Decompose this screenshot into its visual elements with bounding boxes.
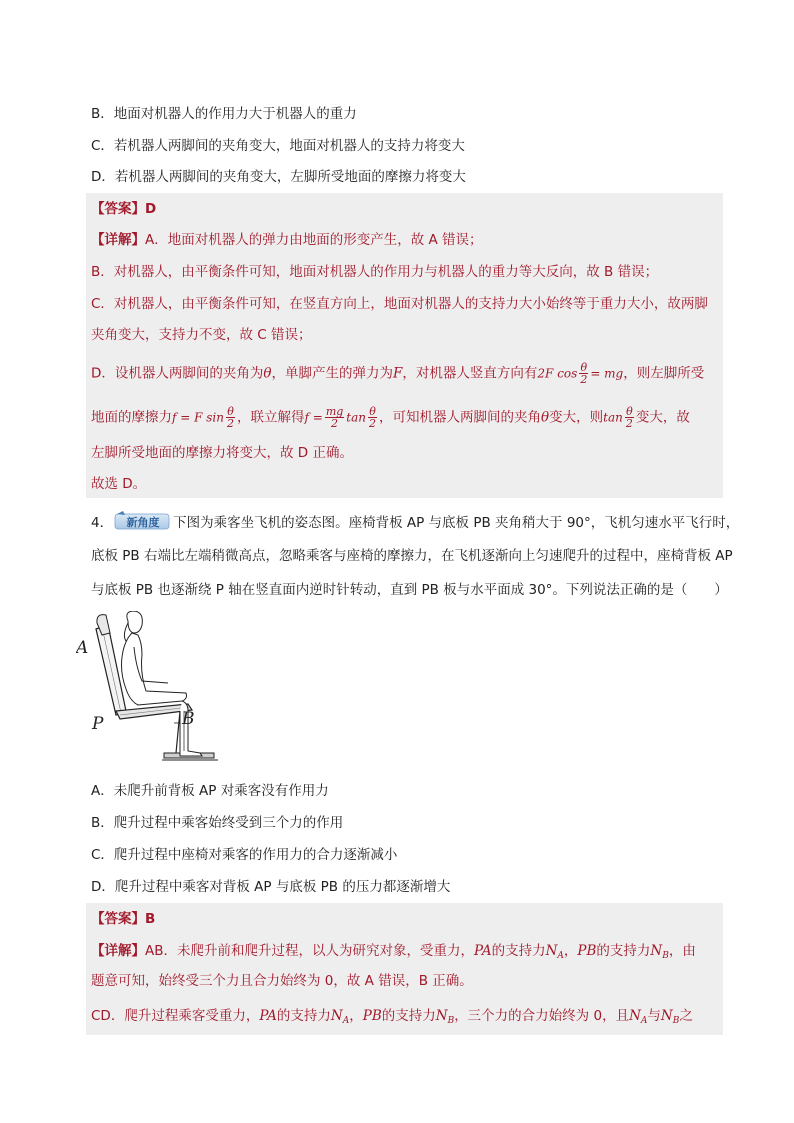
- new-angle-badge: [113, 511, 171, 531]
- fraction-mg-2: $\frac{mg}{2}$: [325, 405, 344, 430]
- equation-1-left: 2F cos: [537, 366, 578, 381]
- q3-detail-d2: [91, 406, 690, 429]
- detail-label: 【详解】: [91, 232, 145, 248]
- nb-symbol: $N_B$: [650, 943, 669, 961]
- text: ，对机器人竖直方向有: [402, 365, 538, 382]
- q4-stem-line-1: [91, 511, 739, 533]
- text: 的支持力: [596, 943, 651, 959]
- q4-detail-ab2: 题意可知，始终受三个力且合力始终为 0，故 A 错误，B 正确。: [91, 973, 473, 989]
- q4-option-b: B．爬升过程中乘客始终受到三个力的作用: [91, 815, 344, 831]
- detail-label: 【详解】: [91, 943, 145, 959]
- text: 变大，故: [635, 409, 690, 426]
- svg-text:新角度: 新角度: [126, 516, 160, 529]
- na-symbol: $N_A$: [629, 1008, 648, 1026]
- detail-a-text: A．地面对机器人的弹力由地面的形变产生，故 A 错误；: [145, 232, 483, 248]
- q4-option-a: A．未爬升前背板 AP 对乘客没有作用力: [91, 783, 329, 799]
- text: CD．爬升过程乘客受重力，: [91, 1008, 260, 1024]
- passenger-seat-figure: [76, 611, 246, 771]
- text: ，: [563, 943, 578, 959]
- text: 的支持力: [491, 943, 546, 959]
- q4-detail-cd1: [91, 1006, 693, 1031]
- tan-symbol: tan: [603, 410, 623, 425]
- pa-symbol: PA: [474, 943, 492, 959]
- q3-detail-b: B．对机器人，由平衡条件可知，地面对机器人的作用力与机器人的重力等大反向，故 B 错误；: [91, 264, 659, 280]
- theta-symbol: θ: [541, 409, 550, 426]
- q4-option-d: D．爬升过程中乘客对背板 AP 与底板 PB 的压力都逐渐增大: [91, 879, 451, 895]
- na-symbol: $N_A$: [330, 1008, 350, 1026]
- q4-detail-ab1: [91, 941, 696, 966]
- q3-option-d: D．若机器人两脚间的夹角变大，左脚所受地面的摩擦力将变大: [91, 169, 466, 185]
- fraction-theta-2: $\frac{\theta}{2}$: [580, 361, 588, 386]
- q3-detail-a: [91, 230, 483, 250]
- text: 之: [679, 1008, 693, 1024]
- text: D．设机器人两脚间的夹角为: [91, 365, 264, 382]
- q3-detail-c2: 夹角变大，支持力不变，故 C 错误；: [91, 327, 312, 343]
- text: 的支持力: [276, 1008, 331, 1024]
- text: 地面的摩擦力: [91, 409, 172, 426]
- q3-option-b: B．地面对机器人的作用力大于机器人的重力: [91, 106, 357, 122]
- nb-symbol: $N_B$: [660, 1008, 680, 1026]
- nb-symbol: $N_B$: [435, 1008, 455, 1026]
- text: AB．未爬升前和爬升过程，以人为研究对象，受重力，: [145, 943, 474, 959]
- text: 下图为乘客坐飞机的姿态图。座椅背板 AP 与底板 PB 夹角稍大于 90°，飞机匀速水平飞行时，: [173, 515, 740, 531]
- question-number: 4．: [91, 515, 114, 531]
- label-b: B: [182, 709, 195, 729]
- na-symbol: $N_A$: [545, 943, 564, 961]
- text: ，由: [668, 943, 696, 959]
- text: 变大，则: [549, 409, 604, 426]
- q3-answer: 【答案】D: [91, 201, 157, 217]
- text: 的支持力: [381, 1008, 436, 1024]
- pb-symbol: PB: [362, 1008, 382, 1024]
- text: 与: [647, 1008, 661, 1024]
- text: ，则左脚所受: [623, 365, 705, 382]
- equation-3-left: f =: [304, 410, 323, 425]
- fraction-theta-2: $\frac{\theta}{2}$: [369, 405, 377, 430]
- q4-answer: 【答案】B: [91, 911, 156, 927]
- text: ，三个力的合力始终为 0，且: [454, 1008, 630, 1024]
- pa-symbol: PA: [259, 1008, 277, 1024]
- q3-detail-c1: C．对机器人，由平衡条件可知，在竖直方向上，地面对机器人的支持力大小始终等于重力大小，故两脚: [91, 296, 708, 312]
- q3-conclusion: 故选 D。: [91, 476, 147, 492]
- fraction-theta-2: $\frac{\theta}{2}$: [625, 405, 633, 430]
- text: ，可知机器人两脚间的夹角: [379, 409, 542, 426]
- q3-detail-d3: 左脚所受地面的摩擦力将变大，故 D 正确。: [91, 445, 353, 461]
- equation-1-right: = mg: [590, 366, 624, 381]
- q4-option-c: C．爬升过程中座椅对乘客的作用力的合力逐渐减小: [91, 847, 398, 863]
- q3-detail-d1: [91, 362, 704, 385]
- text: ，单脚产生的弹力为: [271, 365, 394, 382]
- label-a: A: [76, 638, 89, 658]
- text: ，: [349, 1008, 363, 1024]
- q4-stem-line-2: 底板 PB 右端比左端稍微高点，忽略乘客与座椅的摩擦力，在飞机逐渐向上匀速爬升的过程中，座椅背板 AP: [91, 548, 733, 564]
- equation-2-left: f = F sin: [172, 410, 224, 425]
- fraction-theta-2: $\frac{\theta}{2}$: [227, 405, 234, 430]
- theta-symbol: θ: [263, 365, 272, 382]
- q3-option-c: C．若机器人两脚间的夹角变大，地面对机器人的支持力将变大: [91, 138, 465, 154]
- tan-symbol: tan: [346, 410, 367, 425]
- pb-symbol: PB: [577, 943, 597, 959]
- text: ，联立解得: [237, 409, 305, 426]
- label-p: P: [92, 714, 104, 734]
- q4-stem-line-3: 与底板 PB 也逐渐绕 P 轴在竖直面内逆时针转动，直到 PB 板与水平面成 30°。下列说法正确的是（ ）: [91, 582, 728, 598]
- force-symbol: F: [393, 365, 403, 382]
